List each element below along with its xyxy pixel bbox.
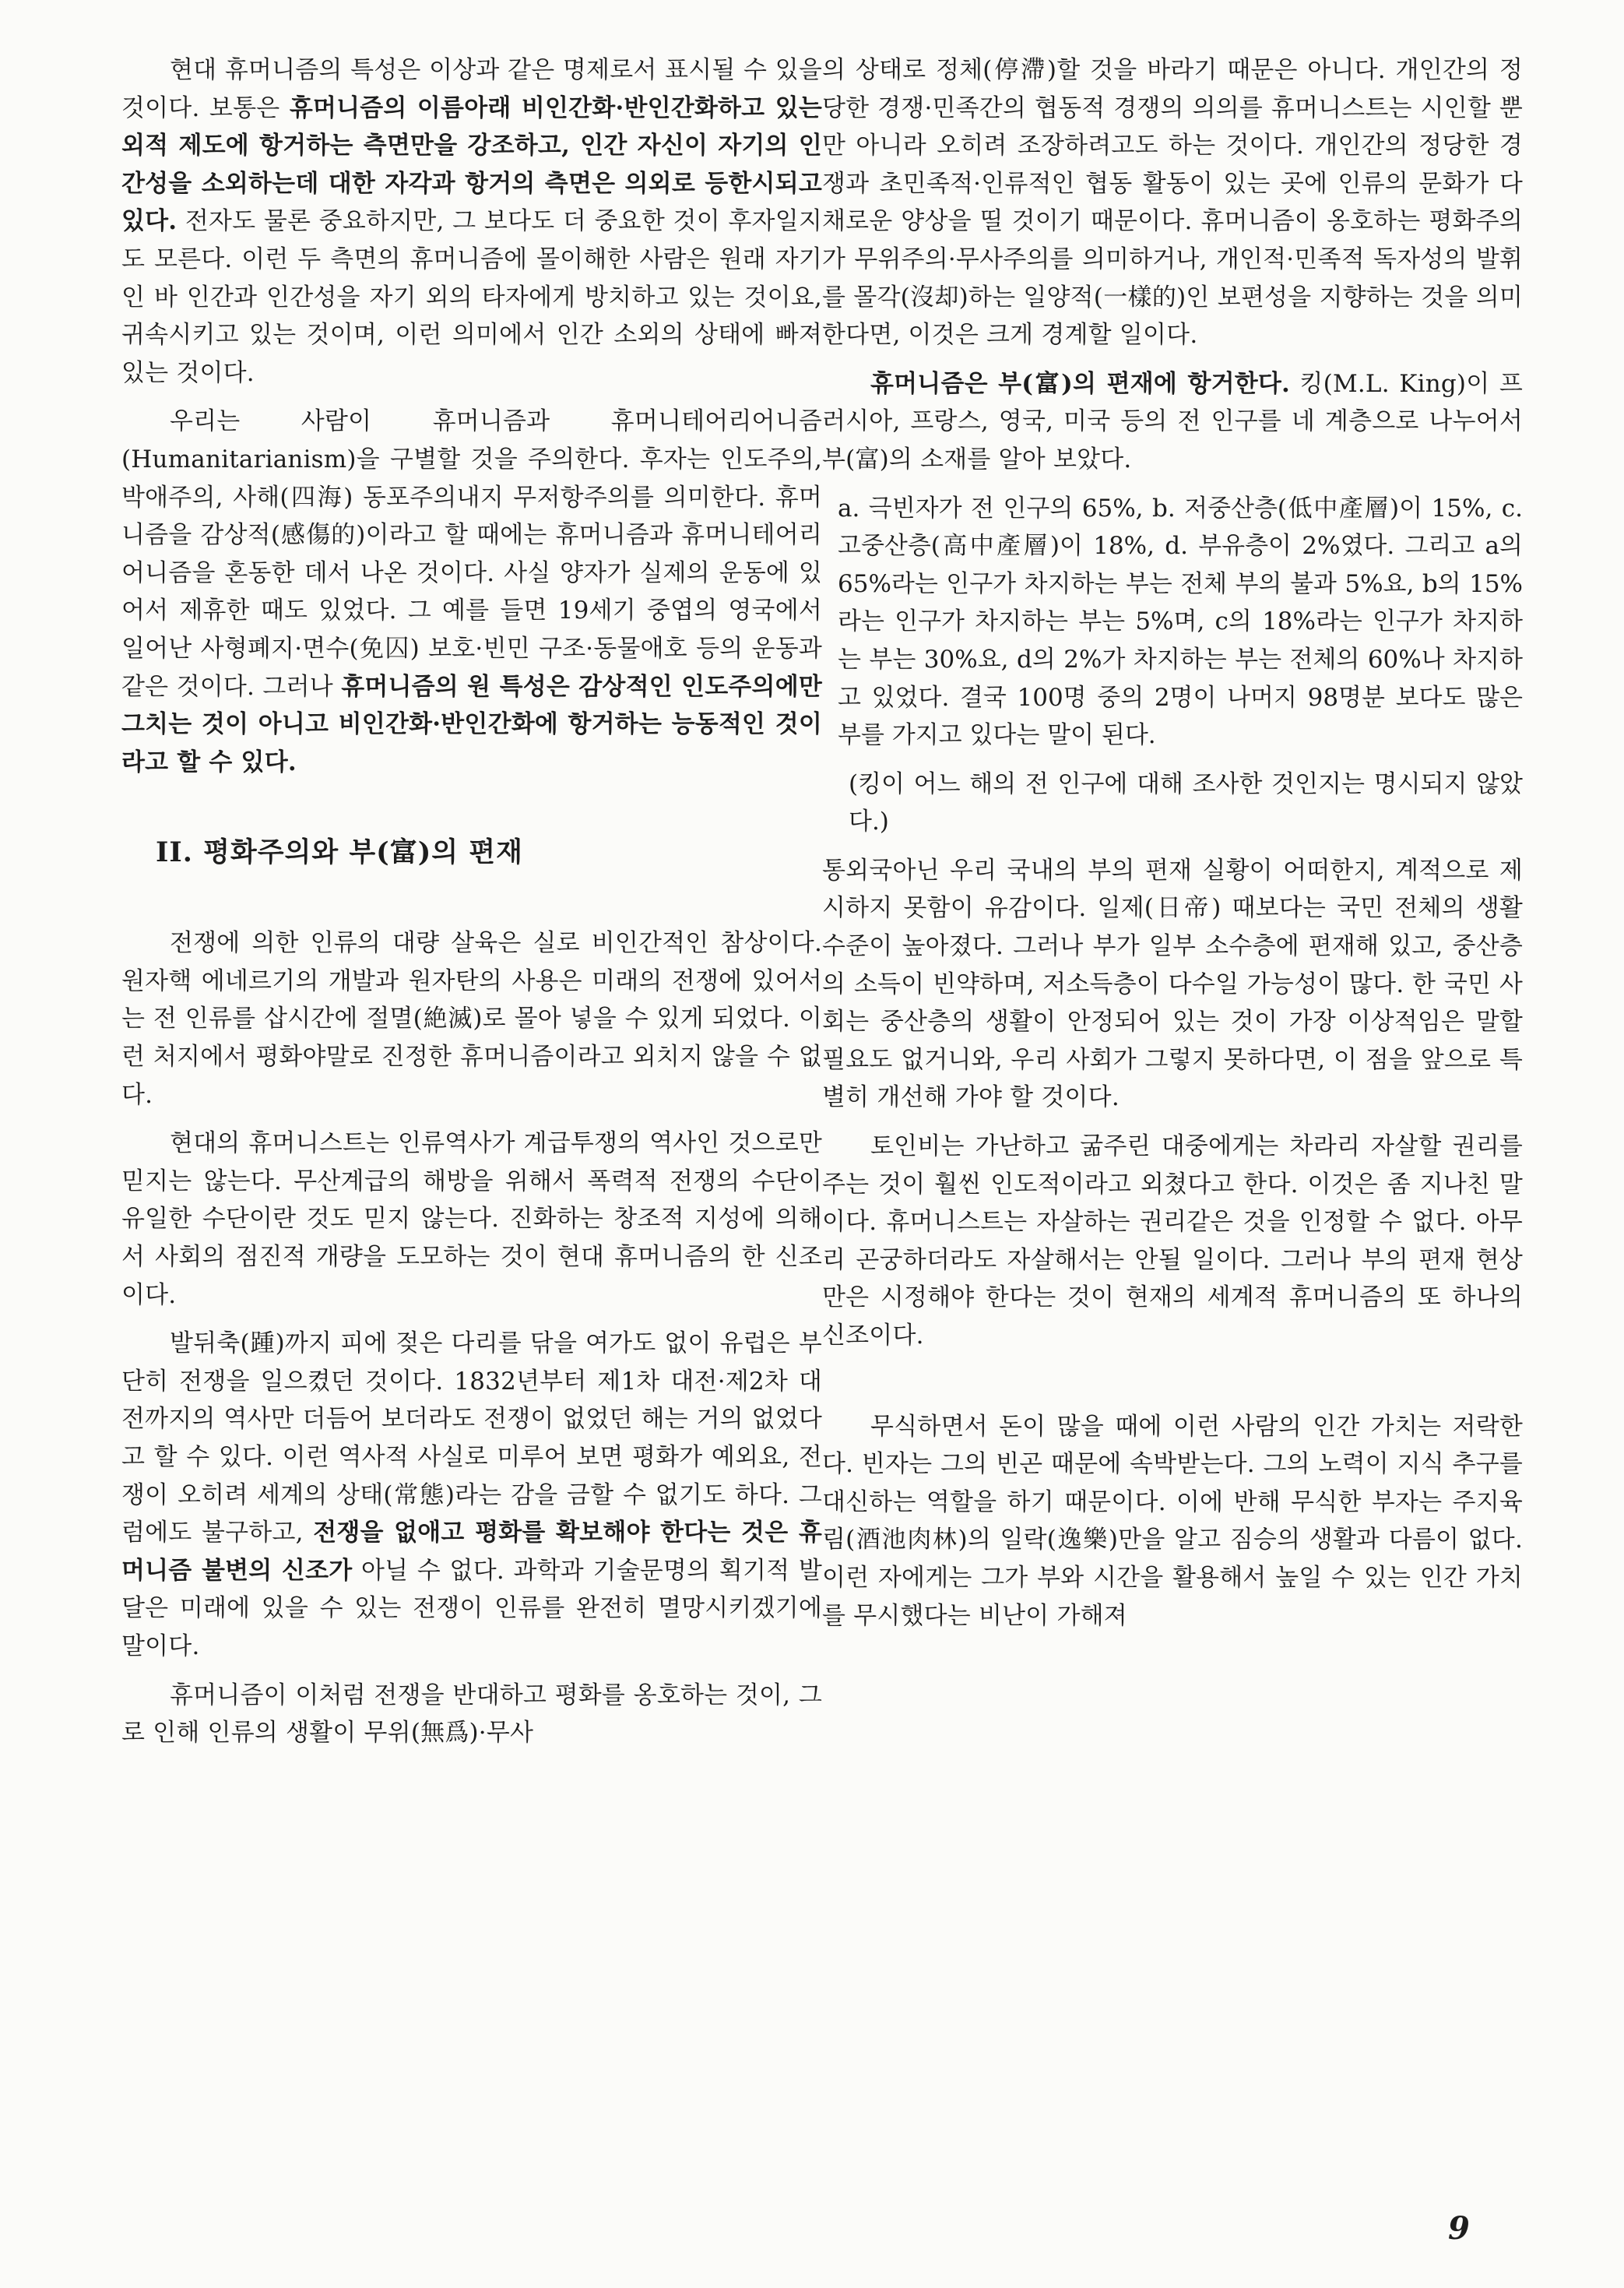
text-run: 아닐 수 없다. 과학과 기술문명의 획기적 발달은 미래에 있을 수 있는 전쟁이 인류를 완전히 멸망시키겠기에 말이다. [121, 1556, 822, 1660]
text-run: 발뒤축(踵)까지 피에 젖은 다리를 닦을 여가도 없이 유럽은 부단히 전쟁을 일으켰던 것이다. 1832년부터 제1차 대전·제2차 대전까지의 역사만 더듬어 보더라도 전쟁이 없었던 해는 거의 없었다고 할 수 있다. 이런 역사적 사실로 미루어 보면 평화가 예외요, 전쟁이 오히려 세계의 상태(常態)라는 감을 금할 수 없기도 하다. 그럼에도 불구하고, [121, 1329, 822, 1547]
text-run: 우리는 사람이 휴머니즘과 휴머니테어리어니즘(Humanitarianism)을 구별할 것을 주의한다. 후자는 인도주의, 박애주의, 사해(四海) 동포주의내지 무저항주의를 의미한다. 휴머니즘을 감상적(感傷的)이라고 할 때에는 휴머니즘과 휴머니테어리어니즘을 혼동한 데서 나온 것이다. 사실 양자가 실제의 운동에 있어서 제휴한 때도 있었다. 그 예를 들면 19세기 중엽의 영국에서 일어난 사형폐지·면수(免囚) 보호·빈민 구조·동물애호 등의 운동과 같은 것이다. 그러나 [121, 407, 822, 701]
statistics-list: a. 극빈자가 전 인구의 65%, b. 저중산층(低中產層)이 15%, c. 고중산층(高中產層)이 18%, d. 부유층이 2%였다. 그리고 a의 65%라는 인구가 차지하는 부는 전체 부의 불과 5%요, b의 15%라는 인구가 차지하는 부는 5%며, c의 18%라는 인구가 차지하는 부는 30%요, d의 2%가 차지하는 부는 전체의 60%나 차지하고 있었다. 결국 100명 중의 2명이 나머지 98명분 보다도 많은 부를 가지고 있다는 말이 된다. [838, 494, 1523, 750]
bold-text-run: 전쟁을 없애고 평화를 확보해야 한다는 것은 휴머니즘 불변의 신조가 [121, 1519, 822, 1585]
paragraph [121, 51, 822, 392]
paragraph: 현대의 휴머니스트는 인류역사가 계급투쟁의 역사인 것으로만 믿지는 않는다. 무산계급의 해방을 위해서 폭력적 전쟁의 수단이 유일한 수단이란 것도 믿지 않는다. 진화하는 창조적 지성에 의해서 사회의 점진적 개량을 도모하는 것이 현대 휴머니즘의 한 신조이다. [121, 1129, 822, 1309]
left-column [121, 51, 822, 1763]
bold-text-run: 휴머니즘은 부(富)의 편재에 항거한다. [870, 369, 1291, 398]
text-run: 킹(M.L. King)이 프러시아, 프랑스, 영국, 미국 등의 전 인구를 네 계층으로 나누어서 부(富)의 소재를 알아 보았다. [822, 369, 1523, 473]
paragraph: 의 상태로 정체(停滯)할 것을 바라기 때문은 아니다. 개인간의 정당한 경쟁·민족간의 협동적 경쟁의 의의를 휴머니스트는 시인할 뿐만 아니라 오히려 조장하려고도 하는 것이다. 개인간의 정당한 경쟁과 초민족적·인류적인 협동 활동이 있는 곳에 인류의 문화가 다채로운 양상을 띨 것이기 때문이다. 휴머니즘이 옹호하는 평화주의가 무위주의·무사주의를 의미하거나, 개인적·민족적 독자성의 발휘를 몰각(沒却)하는 일양적(一樣的)인 보편성을 지향하는 것을 의미한다면, 이것은 크게 경계할 일이다. [822, 56, 1523, 350]
right-column [822, 51, 1523, 1646]
paragraph: 토인비는 가난하고 굶주린 대중에게는 차라리 자살할 권리를 주는 것이 훨씬 인도적이라고 외쳤다고 한다. 이것은 좀 지나친 말이다. 휴머니스트는 자살하는 권리같은 것을 인정할 수 없다. 아무리 곤궁하더라도 자살해서는 안될 일이다. 그러나 부의 편재 현상만은 시정해야 한다는 것이 현재의 세계적 휴머니즘의 또 하나의 신조이다. [822, 1132, 1523, 1350]
text-run: 현대 휴머니즘의 특성은 이상과 같은 명제로서 표시될 수 있을 것이다. 보통은 [121, 56, 822, 122]
note: (킹이 어느 해의 전 인구에 대해 조사한 것인지는 명시되지 않았다.) [849, 769, 1523, 836]
paragraph [822, 365, 1523, 479]
page-number: 9 [1448, 2210, 1470, 2247]
paragraph [121, 403, 822, 781]
paragraph [121, 1325, 822, 1665]
paragraph: 휴머니즘이 이처럼 전쟁을 반대하고 평화를 옹호하는 것이, 그로 인해 인류의 생활이 무위(無爲)·무사 [121, 1681, 822, 1748]
paragraph: 통외국아닌 우리 국내의 부의 편재 실황이 어떠한지, 계적으로 제시하지 못함이 유감이다. 일제(日帝) 때보다는 국민 전체의 생활 수준이 높아졌다. 그러나 부가 일부 소수층에 편재해 있고, 중산층의 소득이 빈약하며, 저소득층이 다수일 가능성이 많다. 한 국민 사회는 중산층의 생활이 안정되어 있는 것이 가장 이상적임은 말할 필요도 없거니와, 우리 사회가 그렇지 못하다면, 이 점을 앞으로 특별히 개선해 가야 할 것이다. [822, 856, 1523, 1112]
paragraph: 전쟁에 의한 인류의 대량 살육은 실로 비인간적인 참상이다. 원자핵 에네르기의 개발과 원자탄의 사용은 미래의 전쟁에 있어서는 전 인류를 삽시간에 절멸(絶滅)로 몰아 넣을 수 있게 되었다. 이런 처지에서 평화야말로 진정한 휴머니즘이라고 외치지 않을 수 없다. [121, 929, 822, 1109]
paragraph: 무식하면서 돈이 많을 때에 이런 사람의 인간 가치는 저락한다. 빈자는 그의 빈곤 때문에 속박받는다. 그의 노력이 지식 추구를 대신하는 역할을 하기 때문이다. 이에 반해 무식한 부자는 주지육림(酒池肉林)의 일락(逸樂)만을 알고 짐승의 생활과 다름이 없다. 이런 자에게는 그가 부와 시간을 활용해서 높일 수 있는 인간 가치를 무시했다는 비난이 가해져 [822, 1412, 1523, 1630]
bold-text-run: 휴머니즘의 이름아래 비인간화·반인간화하고 있는 외적 제도에 항거하는 측면만을 강조하고, 인간 자신이 자기의 인간성을 소외하는데 대한 자각과 항거의 측면은 의외로 등한시되고 있다. [121, 93, 822, 236]
spacer [822, 1366, 1523, 1408]
text-run: 전자도 물론 중요하지만, 그 보다도 더 중요한 것이 후자일지도 모른다. 이런 두 측면의 휴머니즘에 몰이해한 사람은 원래 자기인 바 인간과 인간성을 자기 외의 타자에게 방치하고 있는 것이요, 귀속시키고 있는 것이며, 이런 의미에서 인간 소외의 상태에 빠져 있는 것이다. [121, 207, 822, 387]
section-heading: II. 평화주의와 부(富)의 편재 [156, 836, 523, 869]
bold-text-run: 휴머니즘의 원 특성은 감상적인 인도주의에만 그치는 것이 아니고 비인간화·반인간화에 항거하는 능동적인 것이라고 할 수 있다. [121, 672, 822, 776]
